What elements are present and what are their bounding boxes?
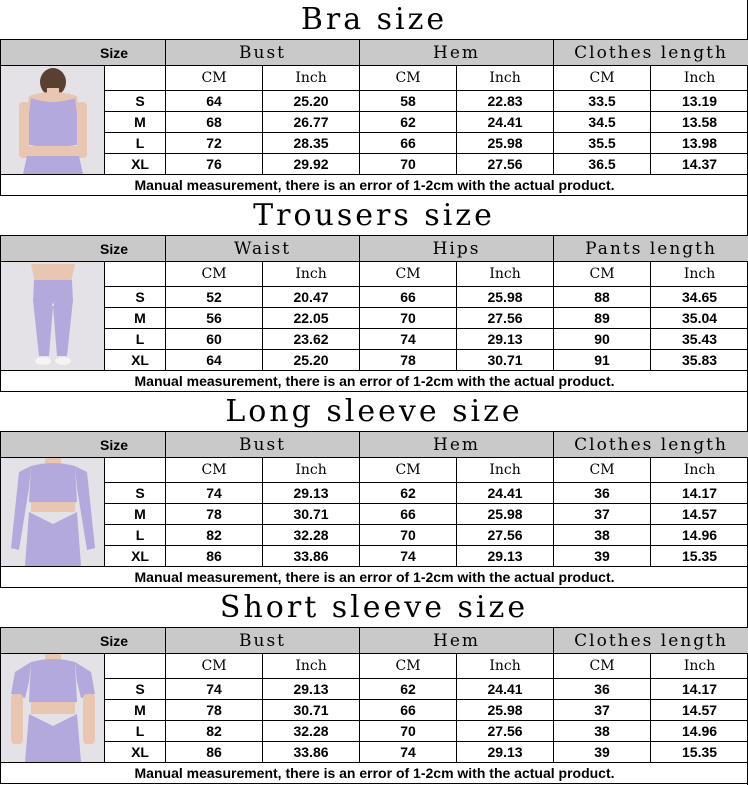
units-row	[1, 654, 748, 679]
cell: 74	[166, 483, 263, 504]
cell: 27.56	[457, 308, 554, 329]
size-label: S	[105, 91, 166, 112]
cell: 29.92	[263, 154, 360, 175]
cell: 35.83	[651, 350, 748, 371]
table-row	[1, 133, 748, 154]
cm-label: CM	[360, 66, 457, 91]
cell: 27.56	[457, 721, 554, 742]
size-label: M	[105, 112, 166, 133]
cell: 78	[360, 350, 457, 371]
cell: 25.20	[263, 91, 360, 112]
cell: 35.04	[651, 308, 748, 329]
measurement-note: Manual measurement, there is an error of 1-2cm with the actual product.	[1, 763, 748, 784]
size-header: Size	[1, 628, 166, 654]
bra-size-section	[0, 0, 748, 196]
note-row	[1, 371, 748, 392]
short-sleeve-size-section	[0, 588, 748, 784]
cell: 24.41	[457, 112, 554, 133]
size-header: Size	[1, 236, 166, 262]
cell: 35.43	[651, 329, 748, 350]
inch-label: Inch	[457, 458, 554, 483]
cell: 29.13	[457, 742, 554, 763]
cell: 86	[166, 742, 263, 763]
cell: 13.98	[651, 133, 748, 154]
cell: 74	[360, 329, 457, 350]
cm-label: CM	[554, 458, 651, 483]
section-title: Bra size	[300, 2, 448, 37]
inch-label: Inch	[263, 654, 360, 679]
cell: 62	[360, 112, 457, 133]
units-row	[1, 66, 748, 91]
size-label: XL	[105, 546, 166, 567]
size-label: S	[105, 483, 166, 504]
group-header: Bust	[166, 432, 360, 458]
cell: 34.5	[554, 112, 651, 133]
inch-label: Inch	[651, 262, 748, 287]
table-row	[1, 525, 748, 546]
inch-label: Inch	[263, 458, 360, 483]
cell: 89	[554, 308, 651, 329]
cm-label: CM	[166, 654, 263, 679]
table-row	[1, 308, 748, 329]
cell: 74	[360, 546, 457, 567]
group-header: Hem	[360, 40, 554, 66]
cell: 66	[360, 504, 457, 525]
measurement-note: Manual measurement, there is an error of 1-2cm with the actual product.	[1, 175, 748, 196]
table-row	[1, 742, 748, 763]
table-row	[1, 112, 748, 133]
cell: 35.5	[554, 133, 651, 154]
cell: 13.19	[651, 91, 748, 112]
group-header: Waist	[166, 236, 360, 262]
cell: 26.77	[263, 112, 360, 133]
group-header: Clothes length	[554, 40, 748, 66]
cell: 30.71	[457, 350, 554, 371]
cm-label: CM	[360, 654, 457, 679]
cell: 39	[554, 546, 651, 567]
cell: 33.86	[263, 546, 360, 567]
size-label: L	[105, 329, 166, 350]
cell: 25.98	[457, 287, 554, 308]
cm-label: CM	[166, 458, 263, 483]
note-row	[1, 567, 748, 588]
long-sleeve-size-section	[0, 392, 748, 588]
group-header: Bust	[166, 40, 360, 66]
cell: 64	[166, 350, 263, 371]
cell: 38	[554, 721, 651, 742]
cell: 76	[166, 154, 263, 175]
cell: 70	[360, 308, 457, 329]
units-row	[1, 458, 748, 483]
cell: 22.05	[263, 308, 360, 329]
section-title: Long sleeve size	[225, 394, 523, 429]
cell: 28.35	[263, 133, 360, 154]
table-row	[1, 329, 748, 350]
cell: 78	[166, 700, 263, 721]
cell: 64	[166, 91, 263, 112]
cell: 14.57	[651, 504, 748, 525]
cell: 36	[554, 679, 651, 700]
cell: 14.57	[651, 700, 748, 721]
table-row	[1, 287, 748, 308]
table-row	[1, 679, 748, 700]
cell: 39	[554, 742, 651, 763]
size-label: XL	[105, 350, 166, 371]
cell: 32.28	[263, 525, 360, 546]
cell: 15.35	[651, 546, 748, 567]
cell: 14.37	[651, 154, 748, 175]
cm-label: CM	[166, 66, 263, 91]
table-row	[1, 721, 748, 742]
cell: 25.98	[457, 700, 554, 721]
cell: 14.96	[651, 525, 748, 546]
cell: 70	[360, 154, 457, 175]
group-header: Hem	[360, 432, 554, 458]
cell: 29.13	[457, 329, 554, 350]
cm-label: CM	[360, 458, 457, 483]
size-label: XL	[105, 154, 166, 175]
cell: 66	[360, 287, 457, 308]
inch-label: Inch	[651, 458, 748, 483]
group-header: Pants length	[554, 236, 748, 262]
note-row	[1, 763, 748, 784]
table-row	[1, 700, 748, 721]
table-row	[1, 504, 748, 525]
cell: 68	[166, 112, 263, 133]
cell: 30.71	[263, 504, 360, 525]
size-label: S	[105, 287, 166, 308]
cell: 70	[360, 525, 457, 546]
header-row	[1, 40, 748, 66]
cell: 14.17	[651, 483, 748, 504]
cell: 29.13	[457, 546, 554, 567]
cell: 37	[554, 504, 651, 525]
size-label: M	[105, 504, 166, 525]
inch-label: Inch	[457, 654, 554, 679]
cm-label: CM	[360, 262, 457, 287]
cell: 66	[360, 700, 457, 721]
size-table	[0, 431, 748, 588]
inch-label: Inch	[263, 262, 360, 287]
size-label: M	[105, 700, 166, 721]
size-label: S	[105, 679, 166, 700]
size-label: L	[105, 721, 166, 742]
cell: 32.28	[263, 721, 360, 742]
cell: 91	[554, 350, 651, 371]
cell: 27.56	[457, 525, 554, 546]
short-sleeve-product-photo	[1, 654, 105, 763]
trousers-size-section	[0, 196, 748, 392]
units-row	[1, 262, 748, 287]
cell: 33.86	[263, 742, 360, 763]
cm-label: CM	[166, 262, 263, 287]
cell: 62	[360, 483, 457, 504]
note-row	[1, 175, 748, 196]
cell: 82	[166, 721, 263, 742]
cell: 25.20	[263, 350, 360, 371]
inch-label: Inch	[651, 66, 748, 91]
cell: 72	[166, 133, 263, 154]
group-header: Hem	[360, 628, 554, 654]
cell: 15.35	[651, 742, 748, 763]
cell: 20.47	[263, 287, 360, 308]
cell: 38	[554, 525, 651, 546]
size-table	[0, 39, 748, 196]
cm-label: CM	[554, 654, 651, 679]
table-row	[1, 483, 748, 504]
inch-label: Inch	[457, 262, 554, 287]
cell: 37	[554, 700, 651, 721]
table-row	[1, 154, 748, 175]
group-header: Clothes length	[554, 432, 748, 458]
table-row	[1, 350, 748, 371]
group-header: Clothes length	[554, 628, 748, 654]
cell: 25.98	[457, 504, 554, 525]
size-label: L	[105, 525, 166, 546]
cell: 34.65	[651, 287, 748, 308]
cell: 25.98	[457, 133, 554, 154]
cell: 56	[166, 308, 263, 329]
cell: 78	[166, 504, 263, 525]
cell: 74	[360, 742, 457, 763]
inch-label: Inch	[651, 654, 748, 679]
cell: 36	[554, 483, 651, 504]
cell: 29.13	[263, 679, 360, 700]
cell: 14.96	[651, 721, 748, 742]
cell: 90	[554, 329, 651, 350]
group-header: Bust	[166, 628, 360, 654]
size-table	[0, 235, 748, 392]
section-title: Trousers size	[253, 198, 495, 233]
cell: 60	[166, 329, 263, 350]
header-row	[1, 628, 748, 654]
size-header: Size	[1, 432, 166, 458]
cell: 24.41	[457, 483, 554, 504]
cell: 58	[360, 91, 457, 112]
inch-label: Inch	[263, 66, 360, 91]
cell: 62	[360, 679, 457, 700]
size-table	[0, 627, 748, 784]
cell: 33.5	[554, 91, 651, 112]
cell: 82	[166, 525, 263, 546]
cell: 70	[360, 721, 457, 742]
cell: 88	[554, 287, 651, 308]
cell: 23.62	[263, 329, 360, 350]
inch-label: Inch	[457, 66, 554, 91]
cell: 24.41	[457, 679, 554, 700]
size-header: Size	[1, 40, 166, 66]
cell: 52	[166, 287, 263, 308]
header-row	[1, 236, 748, 262]
cm-label: CM	[554, 262, 651, 287]
cell: 66	[360, 133, 457, 154]
header-row	[1, 432, 748, 458]
cell: 74	[166, 679, 263, 700]
size-label: L	[105, 133, 166, 154]
cell: 13.58	[651, 112, 748, 133]
size-label: XL	[105, 742, 166, 763]
measurement-note: Manual measurement, there is an error of 1-2cm with the actual product.	[1, 371, 748, 392]
bra-product-photo	[1, 66, 105, 175]
cell: 22.83	[457, 91, 554, 112]
trousers-product-photo	[1, 262, 105, 371]
measurement-note: Manual measurement, there is an error of 1-2cm with the actual product.	[1, 567, 748, 588]
cell: 86	[166, 546, 263, 567]
cell: 36.5	[554, 154, 651, 175]
long-sleeve-product-photo	[1, 458, 105, 567]
cell: 29.13	[263, 483, 360, 504]
section-title: Short sleeve size	[219, 590, 529, 625]
size-label: M	[105, 308, 166, 329]
table-row	[1, 91, 748, 112]
cell: 14.17	[651, 679, 748, 700]
cell: 27.56	[457, 154, 554, 175]
group-header: Hips	[360, 236, 554, 262]
cm-label: CM	[554, 66, 651, 91]
table-row	[1, 546, 748, 567]
cell: 30.71	[263, 700, 360, 721]
